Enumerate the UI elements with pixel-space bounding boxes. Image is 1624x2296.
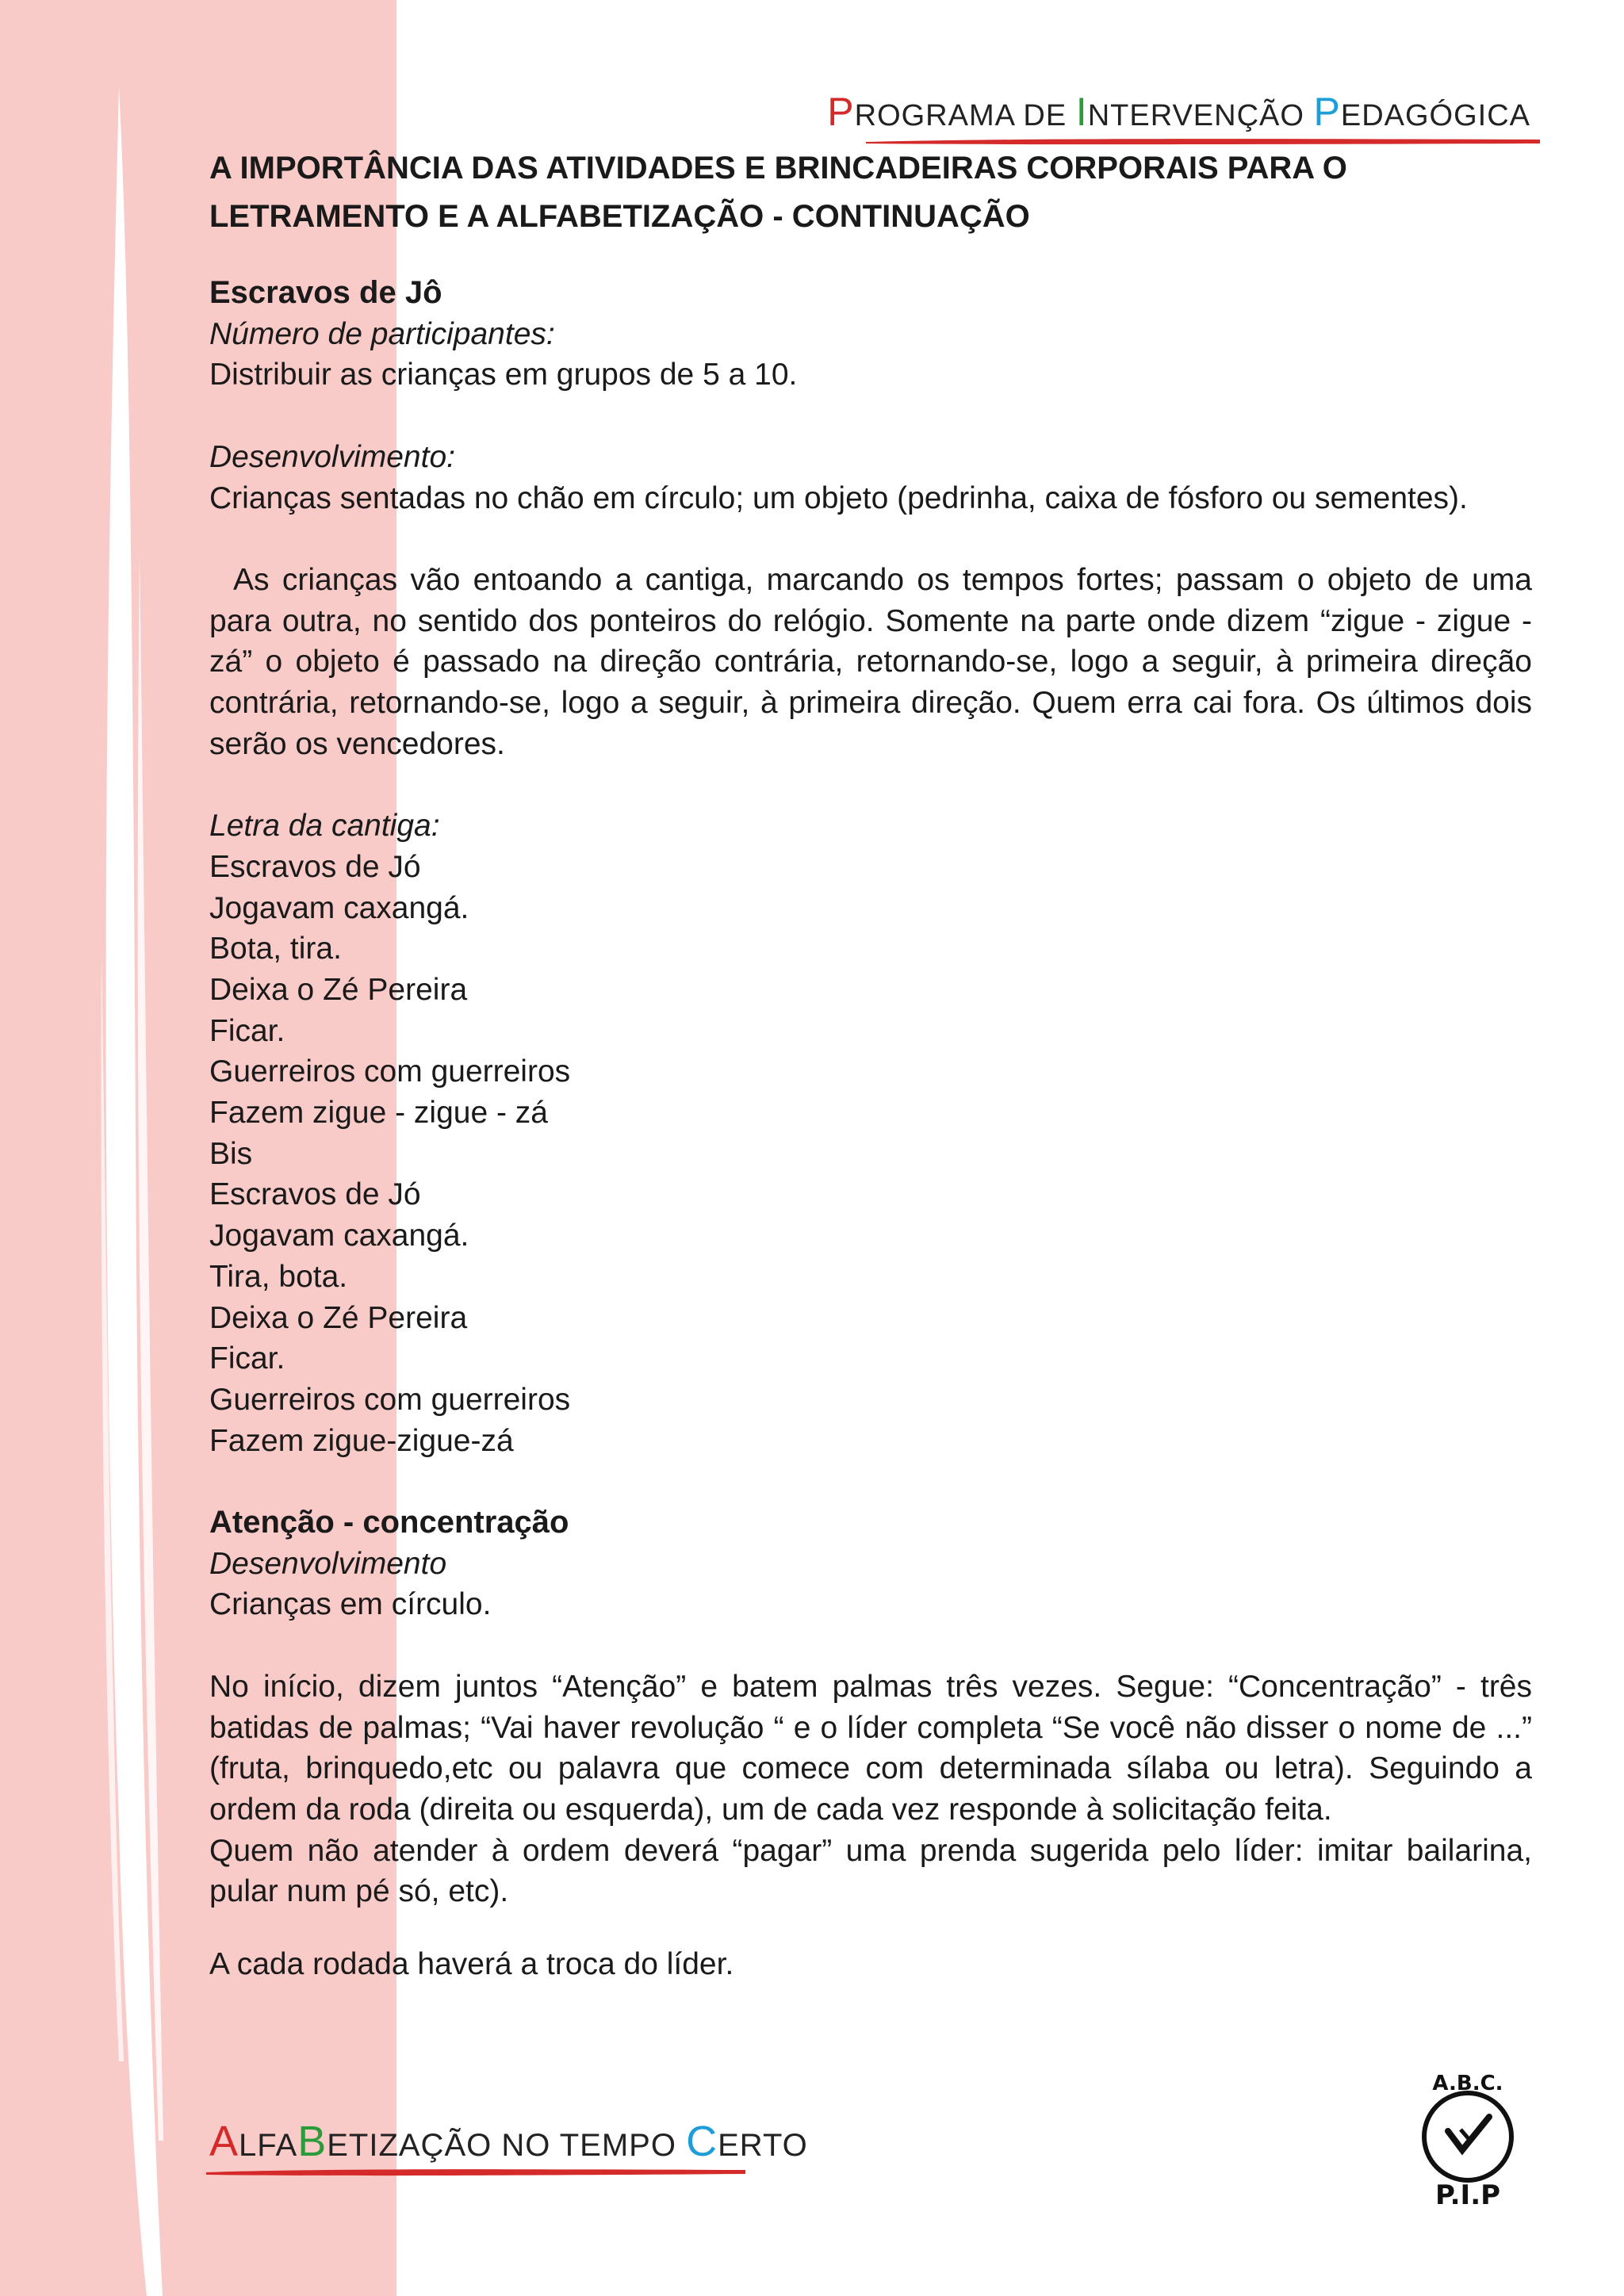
footer-word-certo: ERTO	[718, 2128, 808, 2163]
atencao-paragraph-2: Quem não atender à ordem deverá “pagar” uma prenda sugerida pelo líder: imitar bailarina, pular num pé só, etc).	[209, 1833, 1532, 1909]
atencao-paragraph-1: No início, dizem juntos “Atenção” e batem palmas três vezes. Segue: “Concentração” - três batidas de palmas; “Vai haver revolução “ e o líder completa “Se você não disser o nome de ...” (fruta, brinquedo,etc ou palavra que comece com determinada sílaba ou letra). Seguindo a ordem da roda (direita ou esquerda), um de cada vez responde à solicitação feita.	[209, 1669, 1532, 1827]
header-letter-p: P	[827, 90, 855, 134]
header-letter-p2: P	[1313, 90, 1341, 134]
section-heading-escravos: Escravos de Jô	[209, 275, 442, 310]
header-letter-i: I	[1075, 90, 1088, 134]
footer-title	[209, 2117, 808, 2166]
lyric-line: Guerreiros com guerreiros	[209, 1382, 571, 1417]
participants-text: Distribuir as crianças em grupos de 5 a 10.	[209, 358, 798, 392]
page-footer	[209, 2117, 808, 2166]
footer-letter-a: A	[209, 2118, 239, 2165]
participants-label: Número de participantes:	[209, 316, 555, 351]
lyric-line: Jogavam caxangá.	[209, 1219, 469, 1253]
rules-paragraph: As crianças vão entoando a cantiga, marcando os tempos fortes; passam o objeto de uma para outra, no sentido dos ponteiros do relógio. Somente na parte onde dizem “zigue - zigue - zá” o objeto é passado na direção contrária, retornando-se, logo a seguir, à primeira direção contrária, retornando-se, logo a seguir, à primeira direção. Quem erra cai fora. Os últimos dois serão os vencedores.	[209, 562, 1532, 761]
lyric-line: Jogavam caxangá.	[209, 890, 469, 925]
lyric-line: Fazem zigue - zigue - zá	[209, 1096, 549, 1131]
footer-letter-c: C	[686, 2118, 718, 2165]
pip-abc-logo	[1392, 2061, 1543, 2212]
lyric-line: Deixa o Zé Pereira	[209, 972, 468, 1007]
atencao-paragraph-3: A cada rodada haverá a troca do líder.	[209, 1947, 734, 1982]
lyric-line: Escravos de Jó	[209, 1177, 421, 1212]
header-word-pedagogica: EDAGÓGICA	[1340, 99, 1530, 132]
footer-word-alfa: LFA	[239, 2128, 298, 2163]
lyric-line: Guerreiros com guerreiros	[209, 1054, 571, 1089]
footer-red-brush-line	[206, 2166, 745, 2177]
development-label-2: Desenvolvimento	[209, 1546, 447, 1581]
lyric-line: Ficar.	[209, 1341, 285, 1376]
page-header	[827, 89, 1530, 135]
development-label: Desenvolvimento:	[209, 439, 455, 474]
lyrics-list	[209, 847, 1532, 1462]
development-text: Crianças sentadas no chão em círculo; um objeto (pedrinha, caixa de fósforo ou sementes).	[209, 480, 1468, 515]
footer-word-betizacao: ETIZAÇÃO NO TEMPO	[327, 2128, 687, 2163]
lyric-line: Fazem zigue-zigue-zá	[209, 1423, 514, 1458]
logo-bottom-letters: P.I.P	[1434, 2179, 1501, 2211]
lyric-line: Tira, bota.	[209, 1259, 348, 1294]
main-content	[209, 144, 1532, 1985]
lyric-line: Deixa o Zé Pereira	[209, 1300, 468, 1335]
header-word-programa: ROGRAMA DE	[854, 99, 1076, 132]
section-heading-atencao: Atenção - concentração	[209, 1505, 569, 1540]
lyrics-label: Letra da cantiga:	[209, 809, 440, 844]
program-title	[827, 89, 1530, 135]
lyric-line: Ficar.	[209, 1013, 285, 1048]
logo-top-letters: A.B.C.	[1432, 2072, 1503, 2095]
lyric-line: Bota, tira.	[209, 932, 342, 966]
development-text-2: Crianças em círculo.	[209, 1587, 492, 1622]
header-word-intervencao: NTERVENÇÃO	[1087, 99, 1314, 132]
lyric-line: Escravos de Jó	[209, 849, 421, 884]
lyric-line: Bis	[209, 1136, 253, 1171]
page-title-line-2: LETRAMENTO E A ALFABETIZAÇÃO - CONTINUAÇÃO	[209, 199, 1030, 234]
page-title-line-1: A IMPORTÂNCIA DAS ATIVIDADES E BRINCADEIRAS CORPORAIS PARA O	[209, 151, 1347, 186]
footer-letter-b: B	[297, 2118, 327, 2165]
